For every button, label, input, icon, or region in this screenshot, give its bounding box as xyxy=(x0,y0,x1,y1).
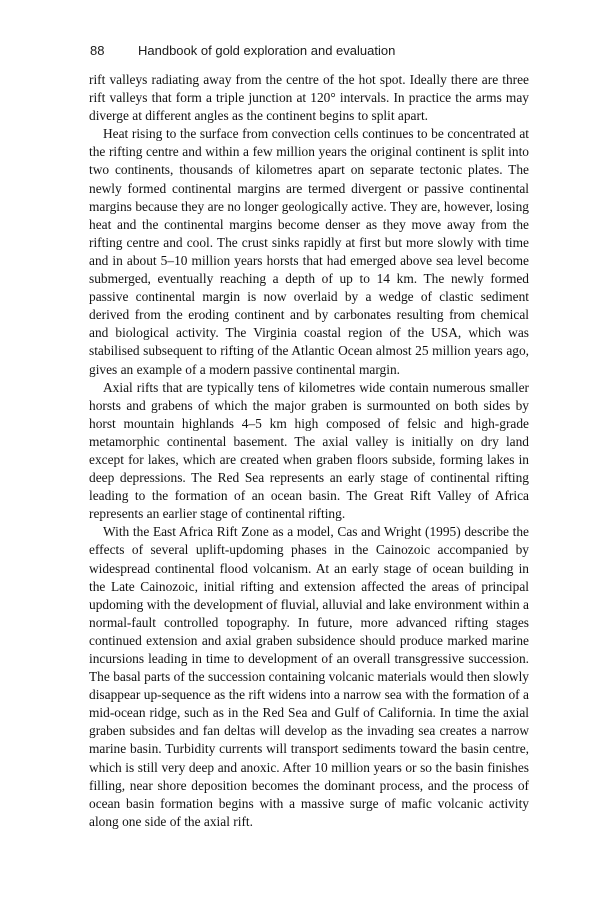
running-header xyxy=(90,43,530,63)
body-text xyxy=(89,71,529,831)
paragraph-4: With the East Africa Rift Zone as a model, Cas and Wright (1995) describe the effects of several uplift-updoming phases in the Cainozoic accompanied by widespread continental flood volcanism. At an early stage of ocean building in the Late Cainozoic, initial rifting and extension affected the areas of principal updoming with the development of fluvial, alluvial and lake environment within a normal-fault controlled topography. In future, more advanced rifting stages continued extension and axial graben subsidence should produce marked marine incursions leading in time to development of an overall transgressive succession. The basal parts of the succession containing volcanic materials would then slowly disappear up-sequence as the rift widens into a narrow sea with the formation of a mid-ocean ridge, such as in the Red Sea and Gulf of California. In time the axial graben subsides and fan deltas will develop as the invading sea creates a narrow marine basin. Turbidity currents will transport sediments toward the basin centre, which is still very deep and anoxic. After 10 million years or so the basin finishes filling, near shore deposition becomes the dominant process, and the process of ocean basin formation begins with a massive surge of mafic volcanic activity along one side of the axial rift. xyxy=(89,524,529,829)
paragraph-1: rift valleys radiating away from the centre of the hot spot. Ideally there are three rift valleys that form a triple junction at 120° intervals. In practice the arms may diverge at different angles as the continent begins to split apart. xyxy=(89,72,529,124)
page-number: 88 xyxy=(90,43,105,58)
book-title: Handbook of gold exploration and evaluation xyxy=(138,43,396,58)
paragraph-2: Heat rising to the surface from convection cells continues to be concentrated at the rifting centre and within a few million years the original continent is split into two continents, thousands of kilometres apart on separate tectonic plates. The newly formed continental margins are termed divergent or passive continental margins because they are no longer geologically active. They are, however, losing heat and the continental margins become denser as they move away from the rifting centre and cool. The crust sinks rapidly at first but more slowly with time and in about 5–10 million years horsts that had emerged above sea level become submerged, eventually reaching a depth of up to 14 km. The newly formed passive continental margin is now overlaid by a wedge of clastic sediment derived from the eroding continent and by carbonates resulting from chemical and biological activity. The Virginia coastal region of the USA, which was stabilised subsequent to rifting of the Atlantic Ocean almost 25 million years ago, gives an example of a modern passive continental margin. xyxy=(89,126,529,377)
paragraph-3: Axial rifts that are typically tens of kilometres wide contain numerous smaller horsts and grabens of which the major graben is surmounted on both sides by horst mountain highlands 4–5 km high composed of felsic and high-grade metamorphic continental basement. The axial valley is initially on dry land except for lakes, which are created when graben floors subside, forming lakes in deep depressions. The Red Sea represents an early stage of continental rifting leading to the formation of an ocean basin. The Great Rift Valley of Africa represents an earlier stage of continental rifting. xyxy=(89,379,529,522)
